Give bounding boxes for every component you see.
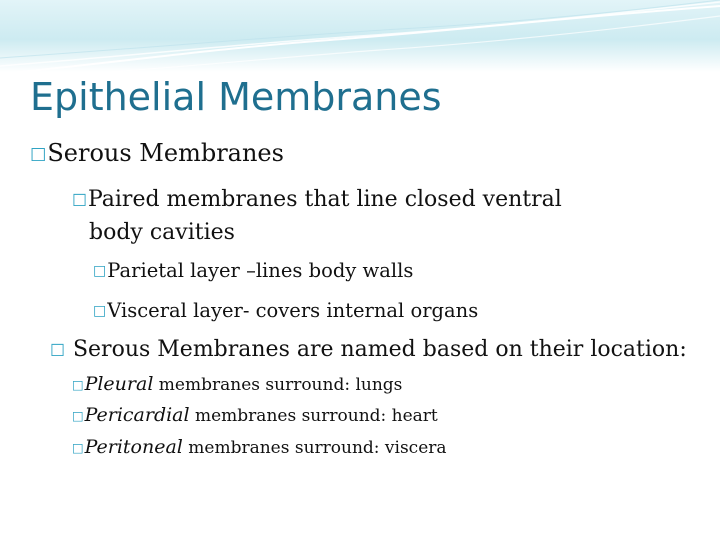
term-pleural: Pleural bbox=[84, 373, 154, 395]
bullet-text: membranes surround: lungs bbox=[153, 375, 403, 395]
bullet-line-visceral bbox=[93, 298, 478, 324]
term-visceral: Visceral bbox=[107, 299, 187, 322]
bullet-icon: □ bbox=[93, 303, 107, 320]
bullet-line-paired-membranes bbox=[72, 184, 562, 215]
bullet-text: layer –lines body walls bbox=[183, 259, 414, 282]
bullet-icon: □ bbox=[72, 189, 87, 208]
bullet-line-pleural bbox=[72, 372, 402, 397]
bullet-icon: □ bbox=[72, 440, 84, 455]
bullet-text-continuation: body cavities bbox=[89, 220, 235, 245]
bullet-line-paired-membranes-cont bbox=[89, 218, 235, 248]
bullet-line-named-by-location bbox=[50, 334, 687, 365]
bullet-text: Serous Membranes bbox=[47, 139, 284, 167]
term-peritoneal: Peritoneal bbox=[84, 436, 183, 458]
bullet-icon: □ bbox=[72, 377, 84, 392]
bullet-icon: □ bbox=[72, 408, 84, 423]
bullet-text: membranes surround: heart bbox=[189, 406, 438, 426]
slide-title: Epithelial Membranes bbox=[30, 75, 442, 119]
bullet-icon: □ bbox=[30, 143, 47, 164]
term-parietal: Parietal bbox=[107, 259, 184, 282]
bullet-line-parietal bbox=[93, 258, 413, 284]
bullet-text: membranes surround: viscera bbox=[182, 438, 447, 458]
bullet-icon: □ bbox=[50, 339, 65, 358]
bullet-line-serous-membranes bbox=[30, 138, 284, 169]
bullet-text: layer- covers internal organs bbox=[186, 299, 479, 322]
bullet-text: Serous Membranes are named based on their location: bbox=[65, 336, 687, 362]
bullet-line-peritoneal bbox=[72, 435, 447, 460]
bullet-line-pericardial bbox=[72, 403, 438, 428]
bullet-icon: □ bbox=[93, 263, 107, 280]
term-pericardial: Pericardial bbox=[84, 404, 190, 426]
bullet-text: Paired membranes that line closed ventral bbox=[87, 186, 562, 212]
